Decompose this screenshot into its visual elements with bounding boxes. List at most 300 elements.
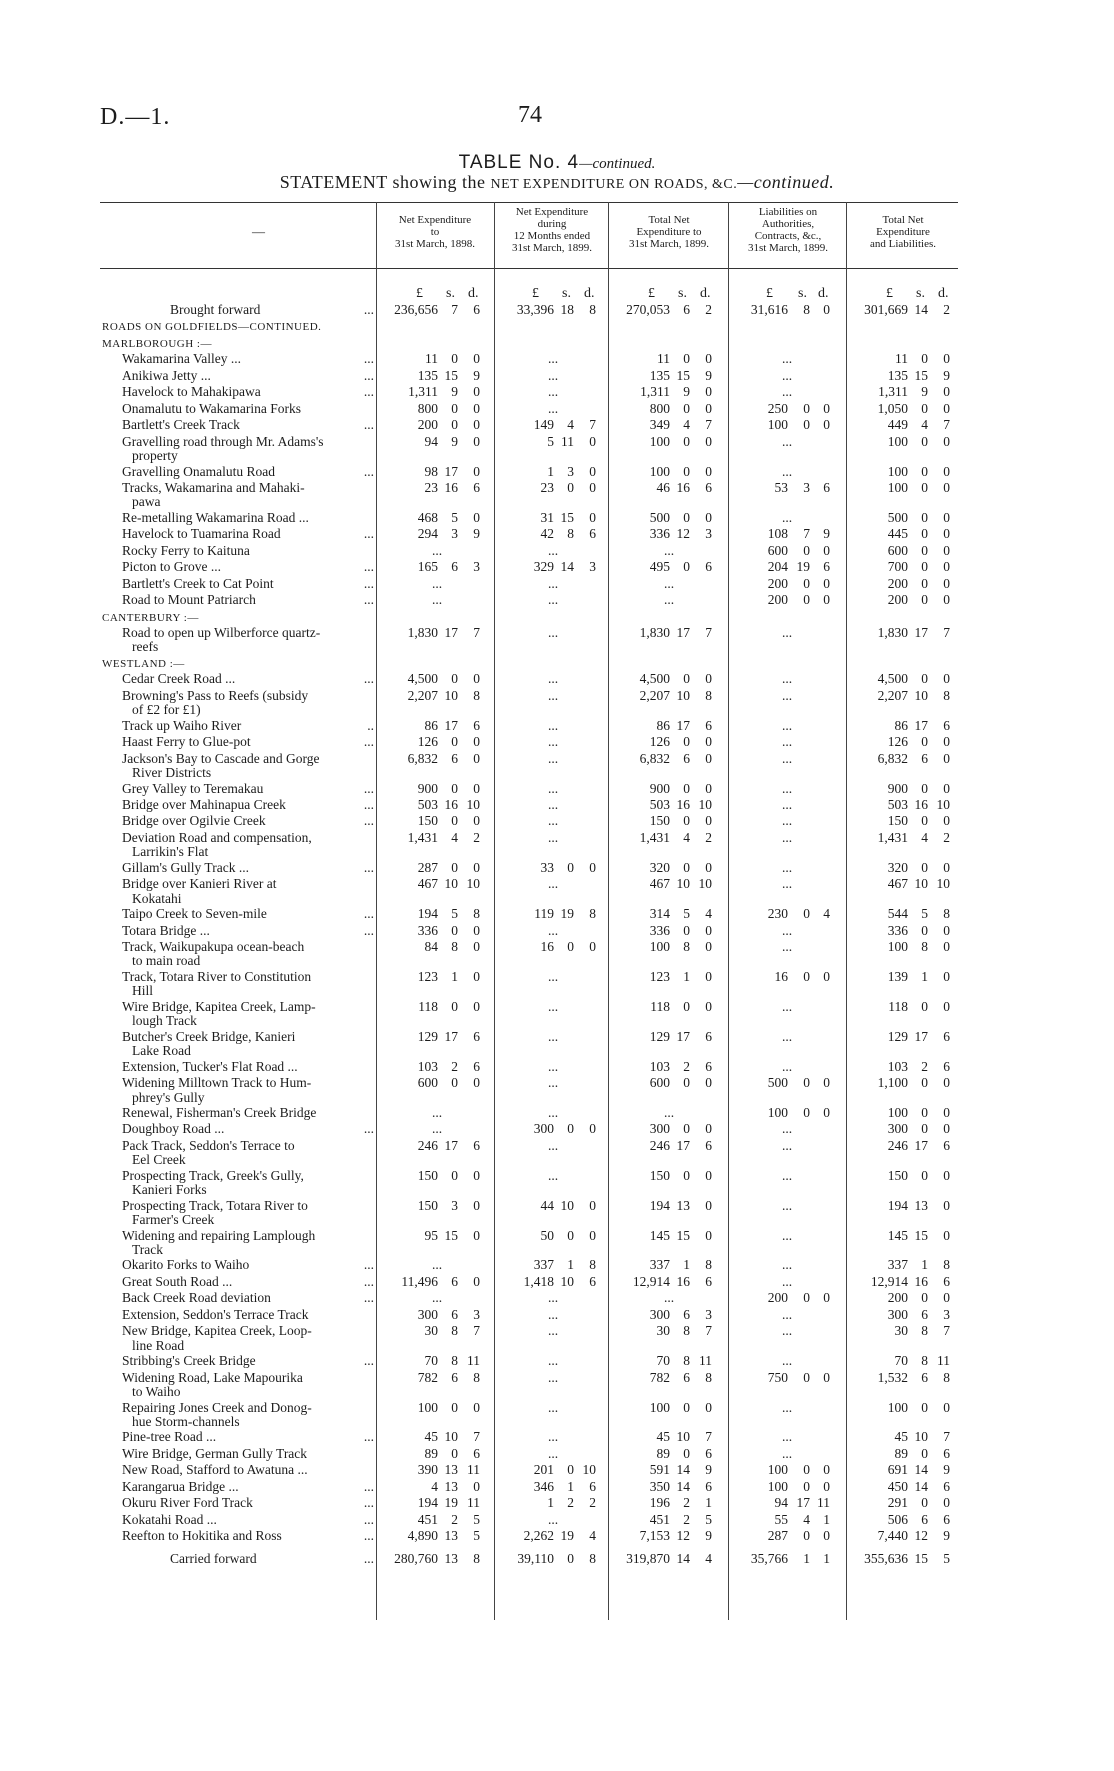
row-label-text: Extension, Seddon's Terrace Track (122, 1306, 309, 1322)
nil-mark: ... (782, 1121, 793, 1137)
amount-shillings: 10 (676, 876, 690, 892)
nil-mark: ... (782, 1058, 793, 1074)
nil-mark: ... (432, 592, 443, 608)
amount-shillings: 0 (567, 479, 574, 495)
amount-shillings: 0 (921, 575, 928, 591)
amount-pounds: 11 (895, 351, 908, 367)
row-label-text: Repairing Jones Creek and Donog- (122, 1399, 312, 1415)
amount-pounds: 1,532 (877, 1369, 908, 1385)
table-row (0, 797, 1114, 813)
amount-shillings: 6 (451, 1369, 458, 1385)
amount-pounds: 280,760 (394, 1550, 438, 1566)
amount-pence: 0 (705, 400, 712, 416)
amount-shillings: 4 (921, 829, 928, 845)
amount-pence: 0 (823, 1478, 830, 1494)
section-heading-row (0, 335, 1114, 351)
amount-pence: 0 (473, 939, 480, 954)
amount-pence: 7 (589, 417, 596, 433)
amount-pence: 8 (473, 1369, 480, 1385)
table-row (0, 351, 1114, 367)
amount-shillings: 10 (676, 687, 690, 703)
amount-pounds: 337 (533, 1257, 554, 1273)
amount-pounds: 118 (650, 998, 670, 1014)
amount-shillings: 13 (676, 1197, 690, 1213)
row-label-text: Widening and repairing Lamplough (122, 1227, 316, 1243)
amount-shillings: 13 (444, 1462, 458, 1478)
amount-pence: 0 (705, 998, 712, 1014)
amount-shillings: 1 (921, 1257, 928, 1273)
table-row (0, 1495, 1114, 1511)
unit-shillings: s. (562, 286, 571, 301)
amount-shillings: 0 (921, 1121, 928, 1137)
amount-pounds: 70 (656, 1353, 670, 1369)
amount-pence: 9 (705, 367, 712, 383)
leader-dots: ... (363, 575, 374, 591)
row-label-continuation: River Districts (132, 765, 212, 781)
amount-shillings: 13 (444, 1550, 458, 1566)
nil-mark: ... (548, 1075, 559, 1091)
amount-shillings: 2 (451, 1511, 458, 1527)
amount-pounds: 89 (894, 1445, 908, 1461)
amount-pence: 0 (705, 671, 712, 687)
nil-mark: ... (548, 750, 559, 766)
table-row (0, 1446, 1114, 1462)
amount-shillings: 0 (451, 922, 458, 938)
amount-pence: 0 (705, 939, 712, 954)
row-label (122, 1353, 374, 1368)
amount-shillings: 0 (803, 575, 810, 591)
amount-pounds: 287 (417, 859, 438, 875)
leader-dots: ... (363, 780, 374, 796)
column-header-line: during (537, 218, 567, 230)
amount-pence: 6 (943, 1058, 950, 1074)
amount-shillings: 6 (921, 1511, 928, 1527)
amount-pounds: 300 (887, 1306, 908, 1322)
amount-shillings: 19 (560, 1528, 574, 1544)
amount-shillings: 0 (921, 433, 928, 449)
nil-mark: ... (432, 1121, 443, 1137)
column-header-line: Expenditure to (636, 226, 702, 238)
amount-pounds: 591 (649, 1462, 670, 1478)
amount-pounds: 329 (533, 559, 554, 575)
amount-shillings: 0 (567, 939, 574, 954)
amount-shillings: 0 (451, 417, 458, 433)
nil-mark: ... (782, 939, 793, 954)
amount-pounds: 200 (887, 575, 908, 591)
amount-pence: 0 (589, 1121, 596, 1137)
column-header (496, 206, 608, 254)
amount-shillings: 0 (803, 400, 810, 416)
amount-pence: 0 (705, 734, 712, 750)
amount-shillings: 0 (803, 1369, 810, 1385)
amount-shillings: 0 (683, 859, 690, 875)
row-label-text: Havelock to Tuamarina Road (122, 526, 281, 542)
row-label-text: Taipo Creek to Seven-mile (122, 906, 267, 922)
row-label (122, 1429, 374, 1444)
amount-pounds: 6,832 (877, 750, 908, 766)
amount-pence: 0 (943, 922, 950, 938)
amount-pounds: 33 (540, 859, 554, 875)
amount-shillings: 6 (683, 302, 690, 317)
amount-pence: 0 (943, 1075, 950, 1091)
amount-pence: 0 (473, 1227, 480, 1243)
leader-dots: ... (363, 1429, 374, 1445)
amount-shillings: 10 (914, 1429, 928, 1445)
amount-pence: 0 (705, 509, 712, 525)
row-label-continuation: Farmer's Creek (132, 1212, 215, 1228)
amount-shillings: 0 (683, 1075, 690, 1091)
amount-pence: 9 (705, 1528, 712, 1544)
row-label (122, 434, 374, 449)
amount-shillings: 0 (921, 1104, 928, 1120)
amount-pounds: 89 (424, 1445, 438, 1461)
amount-pence: 4 (705, 906, 712, 922)
total-row (0, 302, 1114, 318)
row-label (170, 1551, 374, 1566)
table-row (0, 368, 1114, 384)
amount-shillings: 0 (921, 1399, 928, 1415)
amount-pounds: 544 (887, 906, 908, 922)
amount-pounds: 135 (649, 367, 670, 383)
row-label-text: Renewal, Fisherman's Creek Bridge (122, 1104, 317, 1120)
amount-shillings: 17 (444, 1137, 458, 1153)
amount-pence: 6 (473, 1137, 480, 1153)
amount-shillings: 0 (921, 922, 928, 938)
amount-shillings: 14 (676, 1478, 690, 1494)
nil-mark: ... (548, 1399, 559, 1415)
amount-pence: 1 (823, 1550, 830, 1566)
amount-pence: 3 (589, 559, 596, 575)
row-label-text: Road to open up Wilberforce quartz- (122, 625, 321, 640)
amount-shillings: 15 (444, 1227, 458, 1243)
amount-pounds: 126 (887, 734, 908, 750)
row-label-text: New Road, Stafford to Awatuna ... (122, 1462, 308, 1478)
amount-pence: 0 (705, 922, 712, 938)
leader-dots: ... (363, 463, 374, 479)
amount-pence: 0 (943, 384, 950, 400)
header-bottom-rule (100, 268, 958, 269)
table-row (0, 1105, 1114, 1121)
amount-pounds: 44 (540, 1197, 554, 1213)
amount-shillings: 13 (914, 1197, 928, 1213)
row-label (102, 318, 354, 335)
amount-pounds: 1,100 (877, 1075, 908, 1091)
table-row (0, 526, 1114, 542)
amount-pounds: 135 (417, 367, 438, 383)
amount-pounds: 4 (431, 1478, 438, 1494)
amount-shillings: 15 (560, 509, 574, 525)
table-title (0, 152, 1114, 174)
amount-pounds: 1,431 (639, 829, 670, 845)
amount-pence: 0 (823, 1462, 830, 1478)
amount-shillings: 19 (560, 906, 574, 922)
nil-mark: ... (782, 625, 793, 640)
amount-shillings: 0 (803, 968, 810, 984)
amount-pence: 0 (473, 400, 480, 416)
amount-shillings: 3 (451, 526, 458, 542)
amount-shillings: 10 (444, 687, 458, 703)
row-label (122, 813, 374, 828)
amount-pence: 5 (473, 1528, 480, 1544)
nil-mark: ... (782, 1399, 793, 1415)
nil-mark: ... (548, 542, 559, 558)
amount-pence: 0 (823, 1290, 830, 1306)
nil-mark: ... (782, 1257, 793, 1273)
amount-pence: 6 (943, 1273, 950, 1289)
row-label (122, 939, 374, 954)
amount-pence: 7 (943, 625, 950, 640)
row-label-text: Bartlett's Creek to Cat Point (122, 575, 274, 591)
row-label (122, 1228, 374, 1243)
amount-shillings: 0 (803, 1478, 810, 1494)
table-row (0, 813, 1114, 829)
row-label-text: Totara Bridge ... (122, 922, 210, 938)
section-heading-row (0, 655, 1114, 671)
amount-pence: 0 (943, 671, 950, 687)
amount-shillings: 0 (567, 1121, 574, 1137)
amount-pounds: 31 (540, 509, 554, 525)
row-label-text: MARLBOROUGH :— (102, 337, 212, 350)
amount-pence: 0 (705, 1197, 712, 1213)
unit-pounds: £ (532, 286, 539, 301)
amount-pence: 7 (943, 417, 950, 433)
row-label-text: Road to Mount Patriarch (122, 592, 256, 608)
amount-pence: 9 (943, 1528, 950, 1544)
amount-pounds: 500 (767, 1075, 788, 1091)
amount-pounds: 600 (887, 542, 908, 558)
leader-dots: ... (363, 1353, 374, 1369)
nil-mark: ... (782, 1429, 793, 1445)
amount-pence: 8 (473, 687, 480, 703)
amount-shillings: 19 (796, 559, 810, 575)
amount-shillings: 8 (921, 1323, 928, 1339)
row-label (122, 876, 374, 891)
amount-pence: 2 (705, 302, 712, 317)
row-label-continuation: line Road (132, 1337, 185, 1353)
amount-pence: 7 (705, 625, 712, 640)
table-row (0, 1290, 1114, 1306)
amount-shillings: 17 (676, 625, 690, 640)
amount-shillings: 8 (921, 939, 928, 954)
column-header (610, 214, 728, 250)
section-heading-row (0, 609, 1114, 625)
amount-pounds: 150 (417, 1197, 438, 1213)
column-header-line: 31st March, 1899. (511, 242, 593, 254)
amount-pence: 3 (473, 1306, 480, 1322)
amount-shillings: 9 (451, 433, 458, 449)
amount-pounds: 200 (767, 592, 788, 608)
amount-pence: 0 (943, 1495, 950, 1511)
amount-pounds: 70 (424, 1353, 438, 1369)
table-row (0, 1353, 1114, 1369)
amount-pence: 6 (823, 559, 830, 575)
nil-mark: ... (782, 1167, 793, 1183)
amount-shillings: 6 (921, 1369, 928, 1385)
table-row (0, 1059, 1114, 1075)
amount-shillings: 9 (451, 384, 458, 400)
amount-shillings: 14 (676, 1550, 690, 1566)
amount-shillings: 0 (803, 1528, 810, 1544)
amount-pence: 7 (705, 1429, 712, 1445)
row-label (122, 1075, 374, 1090)
amount-pounds: 900 (649, 780, 670, 796)
amount-pence: 0 (943, 400, 950, 416)
amount-shillings: 17 (796, 1495, 810, 1511)
amount-shillings: 0 (803, 542, 810, 558)
amount-pounds: 200 (417, 417, 438, 433)
amount-pounds: 150 (417, 1167, 438, 1183)
amount-shillings: 2 (683, 1511, 690, 1527)
amount-shillings: 7 (803, 526, 810, 542)
amount-pence: 5 (705, 1511, 712, 1527)
row-label (122, 1105, 374, 1120)
row-label (122, 1274, 374, 1289)
row-label-continuation: to main road (132, 953, 201, 969)
amount-pounds: 200 (767, 1290, 788, 1306)
amount-pence: 4 (589, 1528, 596, 1544)
amount-shillings: 0 (451, 1075, 458, 1091)
amount-shillings: 0 (921, 526, 928, 542)
amount-pounds: 336 (649, 922, 670, 938)
amount-pounds: 314 (649, 906, 670, 922)
amount-shillings: 1 (567, 1257, 574, 1273)
amount-shillings: 10 (444, 1429, 458, 1445)
nil-mark: ... (432, 1104, 443, 1120)
amount-shillings: 10 (914, 687, 928, 703)
amount-shillings: 9 (683, 384, 690, 400)
amount-pounds: 246 (887, 1137, 908, 1153)
amount-pounds: 84 (424, 939, 438, 954)
amount-pounds: 4,500 (407, 671, 438, 687)
amount-pence: 7 (473, 625, 480, 640)
amount-pounds: 451 (417, 1511, 438, 1527)
amount-pounds: 129 (887, 1028, 908, 1044)
amount-pence: 0 (589, 463, 596, 479)
nil-mark: ... (548, 1353, 559, 1369)
row-label-continuation: Lake Road (132, 1043, 191, 1059)
amount-pence: 2 (943, 829, 950, 845)
amount-shillings: 15 (676, 367, 690, 383)
amount-pounds: 1,830 (407, 625, 438, 640)
unit-pence: d. (700, 286, 711, 301)
amount-pounds: 600 (767, 542, 788, 558)
amount-pounds: 100 (887, 1399, 908, 1415)
row-label-text: Bridge over Mahinapua Creek (122, 796, 286, 812)
amount-shillings: 18 (560, 302, 574, 317)
amount-shillings: 0 (683, 433, 690, 449)
row-label (122, 510, 374, 525)
row-label (122, 1400, 374, 1415)
table-row (0, 1307, 1114, 1323)
amount-pounds: 236,656 (394, 302, 438, 317)
amount-pence: 0 (705, 813, 712, 829)
amount-pounds: 12,914 (870, 1273, 908, 1289)
leader-dots: ... (363, 922, 374, 938)
amount-shillings: 15 (444, 367, 458, 383)
nil-mark: ... (664, 1104, 675, 1120)
table-row (0, 1257, 1114, 1273)
amount-shillings: 14 (914, 1478, 928, 1494)
row-label-continuation: of £2 for £1) (132, 702, 201, 718)
amount-pounds: 503 (887, 796, 908, 812)
statement-suffix: —continued. (737, 172, 835, 192)
amount-pence: 7 (943, 1323, 950, 1339)
amount-pounds: 300 (417, 1306, 438, 1322)
row-label (122, 1479, 374, 1494)
amount-pence: 4 (823, 906, 830, 922)
row-label (102, 655, 354, 672)
column-header-line: Liabilities on (758, 206, 818, 218)
amount-pounds: 336 (887, 922, 908, 938)
amount-pounds: 246 (417, 1137, 438, 1153)
amount-shillings: 0 (451, 780, 458, 796)
leader-dots: ... (363, 906, 374, 922)
amount-pounds: 782 (417, 1369, 438, 1385)
leader-dots: ... (363, 1495, 374, 1511)
amount-pounds: 270,053 (626, 302, 670, 317)
row-label (122, 351, 374, 366)
amount-shillings: 1 (567, 1478, 574, 1494)
row-label (122, 417, 374, 432)
amount-pence: 6 (473, 1445, 480, 1461)
amount-pounds: 200 (887, 1290, 908, 1306)
amount-pounds: 165 (417, 559, 438, 575)
amount-pounds: 103 (887, 1058, 908, 1074)
row-label (122, 734, 374, 749)
nil-mark: ... (782, 1353, 793, 1369)
row-label (122, 1528, 374, 1543)
column-header-line: Authorities, (761, 218, 815, 230)
amount-pounds: 204 (767, 559, 788, 575)
leader-dots: ... (363, 1528, 374, 1544)
row-label-continuation: Hill (132, 983, 154, 999)
row-label-text: Prospecting Track, Totara River to (122, 1197, 308, 1213)
nil-mark: ... (782, 796, 793, 812)
amount-pounds: 467 (417, 876, 438, 892)
amount-pence: 6 (943, 1478, 950, 1494)
amount-pence: 11 (467, 1462, 480, 1478)
amount-shillings: 0 (683, 922, 690, 938)
amount-pounds: 467 (649, 876, 670, 892)
amount-pounds: 1,431 (407, 829, 438, 845)
amount-pence: 9 (943, 367, 950, 383)
column-header-line: Net Expenditure (398, 214, 472, 226)
amount-shillings: 0 (451, 734, 458, 750)
table-title-main: TABLE No. 4 (458, 152, 580, 173)
amount-shillings: 0 (451, 998, 458, 1014)
amount-shillings: 0 (683, 780, 690, 796)
row-label-text: Great South Road ... (122, 1273, 233, 1289)
amount-shillings: 16 (444, 479, 458, 495)
amount-pence: 0 (589, 939, 596, 954)
amount-pence: 0 (589, 1197, 596, 1213)
nil-mark: ... (548, 998, 559, 1014)
amount-shillings: 0 (567, 1227, 574, 1243)
amount-shillings: 0 (683, 400, 690, 416)
amount-pence: 2 (589, 1495, 596, 1511)
amount-pence: 6 (589, 1273, 596, 1289)
amount-pounds: 5 (547, 433, 554, 449)
amount-pounds: 150 (887, 813, 908, 829)
amount-shillings: 2 (451, 1058, 458, 1074)
row-label-text: ROADS ON GOLDFIELDS—CONTINUED. (102, 321, 322, 334)
amount-pence: 8 (943, 1257, 950, 1273)
row-label (122, 923, 374, 938)
row-label (122, 384, 374, 399)
amount-pence: 3 (943, 1306, 950, 1322)
amount-pounds: 6,832 (639, 750, 670, 766)
amount-pounds: 129 (417, 1028, 438, 1044)
